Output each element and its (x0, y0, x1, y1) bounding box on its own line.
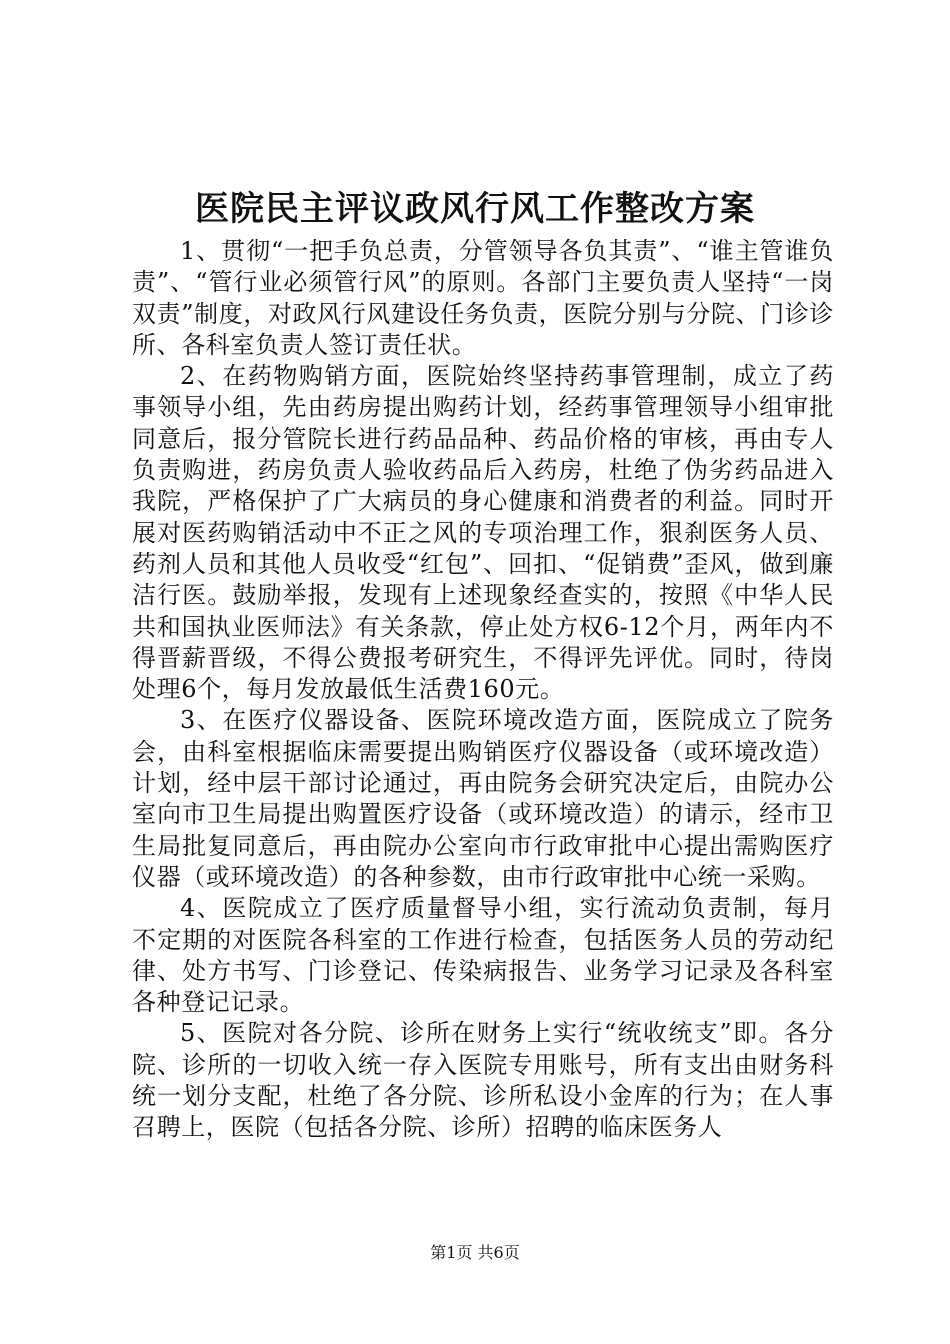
page-footer: 第1页 共6页 (430, 1243, 520, 1262)
document-title: 医院民主评议政风行风工作整改方案 (195, 189, 755, 229)
paragraph-1: 1、贯彻“一把手负总责，分管领导各负其责”、“谁主管谁负责”、“管行业必须管行风”的原则。各部门主要负责人坚持“一岗双责”制度，对政风行风建设任务负责，医院分别与分院、门诊诊所、各科室负责人签订责任状。 (132, 237, 834, 359)
paragraph-3: 3、在医疗仪器设备、医院环境改造方面，医院成立了院务会，由科室根据临床需要提出购销医疗仪器设备（或环境改造）计划，经中层干部讨论通过，再由院务会研究决定后，由院办公室向市卫生局提出购置医疗设备（或环境改造）的请示，经市卫生局批复同意后，再由院办公室向市行政审批中心提出需购医疗仪器（或环境改造）的各种参数，由市行政审批中心统一采购。 (132, 706, 834, 891)
paragraph-5: 5、医院对各分院、诊所在财务上实行“统收统支”即。各分院、诊所的一切收入统一存入医院专用账号，所有支出由财务科统一划分支配，杜绝了各分院、诊所私设小金库的行为；在人事召聘上，医院（包括各分院、诊所）招聘的临床医务人 (132, 1019, 834, 1142)
document-body (132, 236, 834, 1144)
paragraph-2: 2、在药物购销方面，医院始终坚持药事管理制，成立了药事领导小组，先由药房提出购药计划，经药事管理领导小组审批同意后，报分管院长进行药品品种、药品价格的审核，再由专人负责购进，药房负责人验收药品后入药房，杜绝了伪劣药品进入我院，严格保护了广大病员的身心健康和消费者的利益。同时开展对医药购销活动中不正之风的专项治理工作，狠刹医务人员、药剂人员和其他人员收受“红包”、回扣、“促销费”歪风，做到廉洁行医。鼓励举报，发现有上述现象经查实的，按照《中华人民共和国执业医师法》有关条款，停止处方权6-12个月，两年内不得晋薪晋级，不得公费报考研究生，不得评先评优。同时，待岗处理6个，每月发放最低生活费160元。 (132, 362, 834, 704)
paragraph-4: 4、医院成立了医疗质量督导小组，实行流动负责制，每月不定期的对医院各科室的工作进行检查，包括医务人员的劳动纪律、处方书写、门诊登记、传染病报告、业务学习记录及各科室各种登记记录。 (132, 894, 834, 1017)
